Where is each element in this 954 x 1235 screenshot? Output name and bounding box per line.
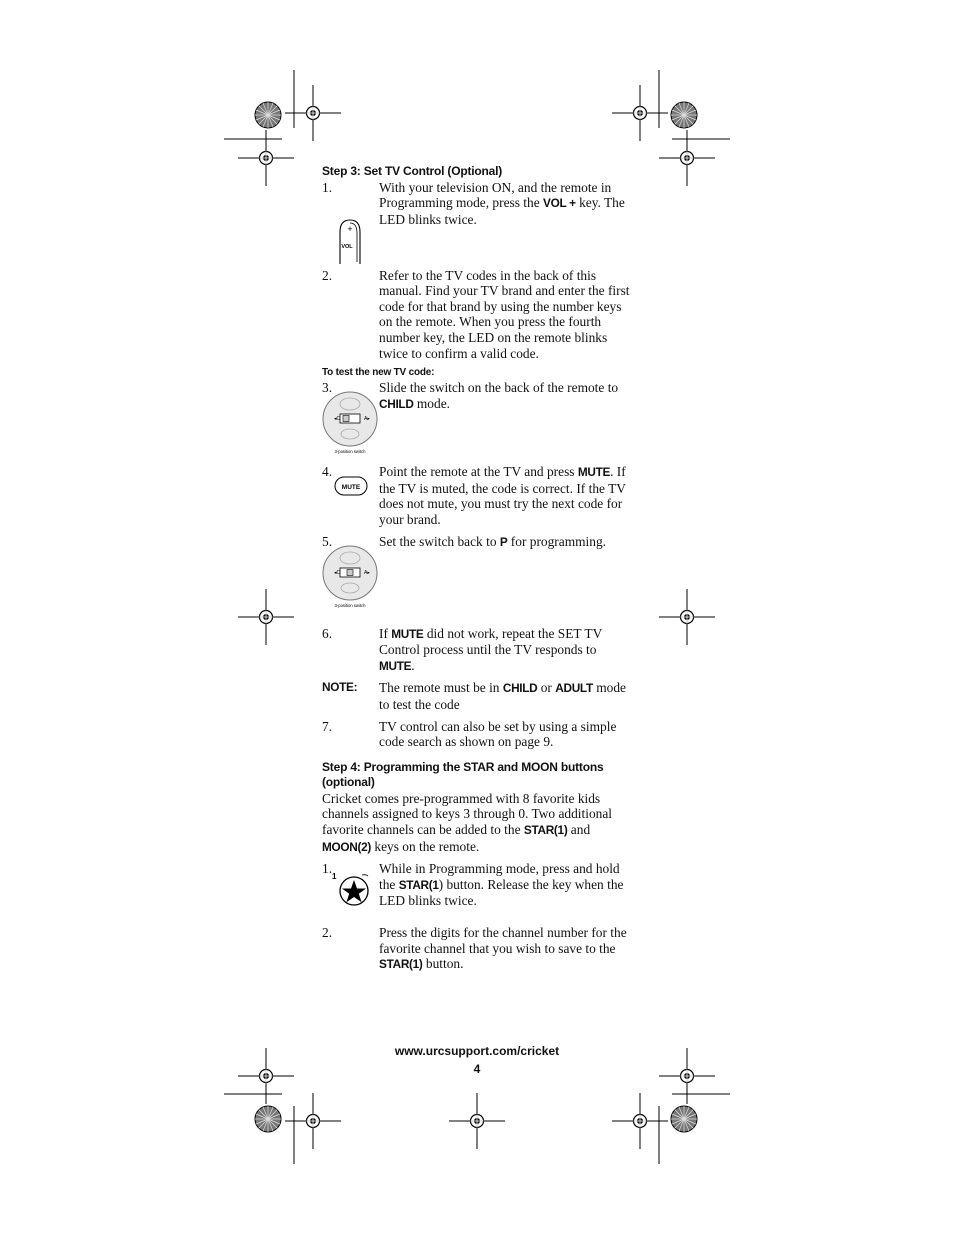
text: Slide the switch on the back of the remote to bbox=[379, 380, 619, 396]
text: Refer to the TV codes in the back of this manual. Find your TV brand and enter the first code for that brand by using the number keys on the remote. When you press the fourth number key, the LED on the remote blinks twice to confirm a valid code. bbox=[379, 267, 630, 361]
star-button-icon bbox=[328, 869, 374, 907]
step3-item-6 bbox=[322, 626, 632, 675]
vol-plus-label: + bbox=[347, 223, 353, 234]
star-number-label: 1 bbox=[332, 872, 337, 882]
step3-item-3 bbox=[322, 380, 632, 460]
item-number: 3. bbox=[322, 380, 333, 396]
text: Set the switch back to bbox=[379, 533, 500, 549]
text: button. bbox=[422, 956, 464, 972]
switch-child-icon bbox=[322, 390, 380, 454]
text: mode. bbox=[413, 395, 450, 411]
step3-item-5 bbox=[322, 534, 632, 618]
text: for programming. bbox=[507, 533, 606, 549]
item-number: 2. bbox=[322, 925, 333, 941]
text: or bbox=[537, 680, 556, 696]
text: key. The LED blinks twice. bbox=[379, 195, 625, 227]
item-number: 7. bbox=[322, 718, 333, 734]
step3-note bbox=[322, 680, 632, 712]
text: With your television ON, and the remote in Programming mode, press the bbox=[379, 179, 612, 211]
text: . If the TV is muted, the code is correct. If the TV does not mute, you must try the next code for your brand. bbox=[379, 464, 626, 527]
switch-programming-icon bbox=[322, 544, 380, 608]
item-number: 2. bbox=[322, 267, 333, 283]
item-number: 6. bbox=[322, 625, 333, 641]
text: TV control can also be set by using a simple code search as shown on page 9. bbox=[379, 718, 617, 750]
step3-item-1 bbox=[322, 180, 632, 258]
child-keyword: CHILD bbox=[502, 681, 538, 696]
adult-keyword: ADULT bbox=[555, 681, 593, 696]
vol-label: VOL bbox=[341, 243, 353, 250]
item-number: 1. bbox=[322, 179, 333, 195]
text: Press the digits for the channel number for the favorite channel that you wish to save to the bbox=[379, 925, 627, 956]
test-heading: To test the new TV code: bbox=[322, 367, 435, 379]
text: mode to test the code bbox=[379, 680, 626, 712]
mute-keyword: MUTE bbox=[391, 626, 424, 641]
text: Point the remote at the TV and press bbox=[379, 464, 578, 480]
text: did not work, repeat the SET TV Control process until the TV responds to bbox=[379, 625, 603, 658]
star-keyword: STAR(1) bbox=[379, 957, 423, 972]
step3-item-7 bbox=[322, 719, 632, 750]
star-keyword: STAR(1) bbox=[523, 823, 568, 838]
instruction-content bbox=[322, 164, 632, 973]
step4-heading: Step 4: Programming the STAR and MOON buttons (optional) bbox=[322, 759, 604, 790]
p-keyword: P bbox=[499, 534, 508, 549]
svg-text:◂C: ◂C bbox=[334, 416, 341, 423]
text: keys on the remote. bbox=[371, 838, 480, 854]
step3-heading: Step 3: Set TV Control (Optional) bbox=[322, 164, 503, 178]
page-number: 4 bbox=[473, 1062, 481, 1076]
step4-item-1 bbox=[322, 861, 632, 919]
item-number: 1. bbox=[322, 861, 333, 877]
text: and bbox=[567, 822, 591, 838]
note-label: NOTE: bbox=[322, 680, 358, 695]
child-keyword: CHILD bbox=[379, 396, 414, 411]
item-number: 4. bbox=[322, 464, 333, 480]
vol-key-icon bbox=[336, 214, 366, 266]
svg-text:◂C: ◂C bbox=[334, 569, 341, 576]
moon-keyword: MOON(2) bbox=[322, 839, 372, 854]
step3-item-4 bbox=[322, 464, 632, 527]
mute-label: MUTE bbox=[341, 484, 361, 492]
text: Cricket comes pre-programmed with 8 favorite kids channels assigned to keys 3 through 0. Two additional favorite channels can be added to the bbox=[322, 790, 613, 838]
switch-caption: 3-position switch bbox=[334, 449, 366, 455]
mute-keyword: MUTE bbox=[577, 465, 611, 480]
footer-url: www.urcsupport.com/cricket bbox=[394, 1044, 560, 1058]
star-keyword: STAR(1 bbox=[398, 877, 439, 892]
item-number: 5. bbox=[322, 533, 333, 549]
step3-item-2 bbox=[322, 268, 632, 362]
text: The remote must be in bbox=[379, 680, 503, 696]
switch-caption: 3-position switch bbox=[334, 602, 366, 608]
text: If bbox=[379, 625, 392, 641]
mute-button-icon bbox=[334, 476, 368, 496]
svg-text:A▸: A▸ bbox=[364, 416, 370, 423]
step4-item-2 bbox=[322, 925, 632, 973]
step4-intro bbox=[322, 791, 632, 855]
mute-keyword: MUTE bbox=[379, 658, 412, 673]
text: ) button. Release the key when the LED blinks twice. bbox=[379, 876, 624, 909]
svg-text:A▸: A▸ bbox=[364, 569, 370, 576]
vol-plus-key: VOL + bbox=[543, 196, 576, 211]
text: While in Programming mode, press and hold the bbox=[379, 861, 620, 892]
text: . bbox=[411, 657, 415, 673]
